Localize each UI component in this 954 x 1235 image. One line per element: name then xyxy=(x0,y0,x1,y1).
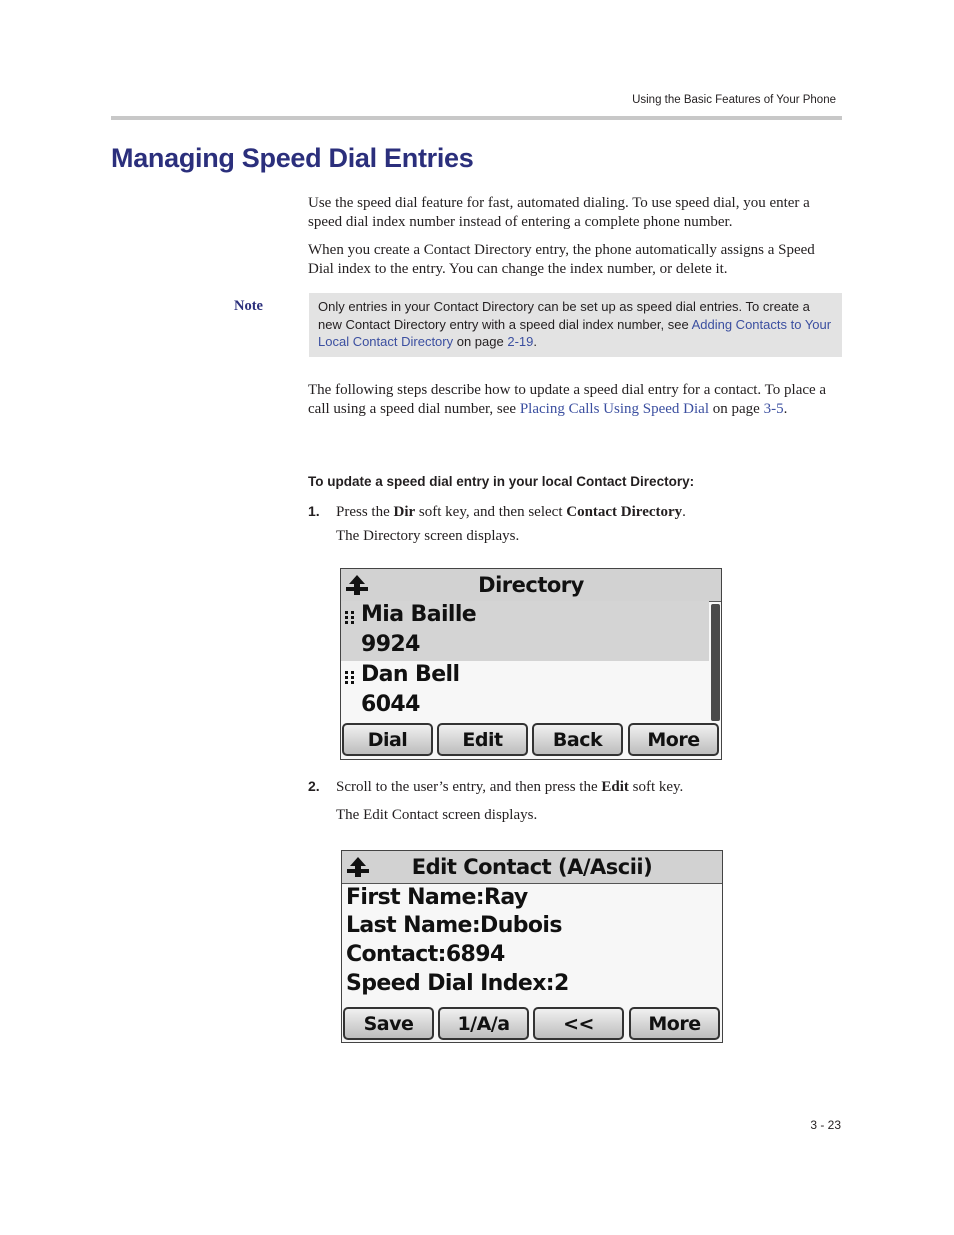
step-1-contact-directory: Contact Directory xyxy=(566,504,683,520)
directory-entry-number: 9924 xyxy=(361,632,420,657)
page-number: 3 - 23 xyxy=(810,1118,841,1132)
intro-paragraph-2: When you create a Contact Directory entry, the phone automatically assigns a Speed Dial index to the entry. You can change the index number, or delete it. xyxy=(308,242,815,277)
contact-icon xyxy=(344,610,356,626)
edit-contact-title: Edit Contact (A/Ascii) xyxy=(411,855,653,879)
steps-intro-mid: on page xyxy=(709,400,764,417)
header-rule xyxy=(111,116,842,120)
softkey-edit[interactable]: Edit xyxy=(437,723,528,756)
note-text-end: . xyxy=(533,334,537,349)
step-1-dir: Dir xyxy=(393,504,416,520)
field-value: Dubois xyxy=(480,913,562,938)
step-2-text xyxy=(336,778,683,796)
steps-intro-end: . xyxy=(783,400,788,417)
step-1-number: 1. xyxy=(308,503,320,519)
link-page-3-5[interactable]: 3-5 xyxy=(763,400,784,417)
step-2-result: The Edit Contact screen displays. xyxy=(336,807,538,823)
step-2-number: 2. xyxy=(308,778,320,794)
contact-icon xyxy=(344,670,356,686)
steps-intro-text: The following steps describe how to update a speed dial entry for a contact. To place a call using a speed dial number, see xyxy=(308,382,827,417)
field-value: 6894 xyxy=(445,942,505,967)
field-label: Speed Dial Index: xyxy=(346,971,554,996)
field-contact[interactable] xyxy=(346,942,505,967)
note-text: Only entries in your Contact Directory can be set up as speed dial entries. To create a new Contact Directory entry with a speed dial index number, see xyxy=(318,299,810,332)
step-2-text-a: Scroll to the user’s entry, and then press the xyxy=(336,779,602,795)
procedure-heading: To update a speed dial entry in your local Contact Directory: xyxy=(308,474,695,489)
running-header: Using the Basic Features of Your Phone xyxy=(632,94,836,106)
softkey-input-mode[interactable]: 1/A/a xyxy=(438,1007,529,1040)
field-label: First Name: xyxy=(346,885,484,910)
field-speed-dial-index[interactable] xyxy=(346,971,569,996)
phone-menu-icon xyxy=(344,573,370,597)
softkey-backspace[interactable]: << xyxy=(533,1007,624,1040)
field-label: Contact: xyxy=(346,942,446,967)
softkey-more[interactable]: More xyxy=(628,723,719,756)
directory-screen xyxy=(340,568,722,760)
softkey-back[interactable]: Back xyxy=(532,723,623,756)
step-1-result: The Directory screen displays. xyxy=(336,528,520,544)
step-1-text-a: Press the xyxy=(336,504,394,520)
field-first-name[interactable] xyxy=(346,885,528,910)
phone-menu-icon xyxy=(345,855,371,879)
step-1-text-b: soft key, and then select xyxy=(415,504,567,520)
step-1-text xyxy=(336,503,686,521)
directory-title-bar xyxy=(341,569,721,602)
directory-entry-number: 6044 xyxy=(361,692,420,717)
directory-entry-name[interactable]: Dan Bell xyxy=(361,662,460,687)
note-text-mid: on page xyxy=(453,334,508,349)
softkey-more[interactable]: More xyxy=(629,1007,720,1040)
page-title: Managing Speed Dial Entries xyxy=(111,143,474,173)
directory-scrollbar[interactable] xyxy=(711,604,720,721)
steps-intro-paragraph xyxy=(308,381,844,418)
softkey-dial[interactable]: Dial xyxy=(342,723,433,756)
note-page-link[interactable]: 2-19 xyxy=(507,334,534,349)
field-value: 2 xyxy=(554,971,569,996)
step-1-text-c: . xyxy=(682,504,686,520)
directory-title: Directory xyxy=(478,573,584,597)
softkey-save[interactable]: Save xyxy=(343,1007,434,1040)
edit-contact-screen xyxy=(341,850,723,1043)
note-label: Note xyxy=(234,298,263,314)
note-link-adding-contacts[interactable]: Adding Contacts to Your Local Contact Directory xyxy=(318,316,832,349)
field-value: Ray xyxy=(484,885,528,910)
intro-paragraph-1: Use the speed dial feature for fast, automated dialing. To use speed dial, you enter a speed dial index number instead of entering a complete phone number. xyxy=(308,195,810,230)
note-box xyxy=(309,293,842,357)
field-last-name[interactable] xyxy=(346,913,562,938)
edit-contact-title-bar xyxy=(342,851,722,884)
step-2-text-b: soft key. xyxy=(628,779,684,795)
field-label: Last Name: xyxy=(346,913,481,938)
link-placing-calls[interactable]: Placing Calls Using Speed Dial xyxy=(519,400,709,417)
step-2-edit: Edit xyxy=(601,779,629,795)
directory-entry-name[interactable]: Mia Baille xyxy=(361,602,477,627)
